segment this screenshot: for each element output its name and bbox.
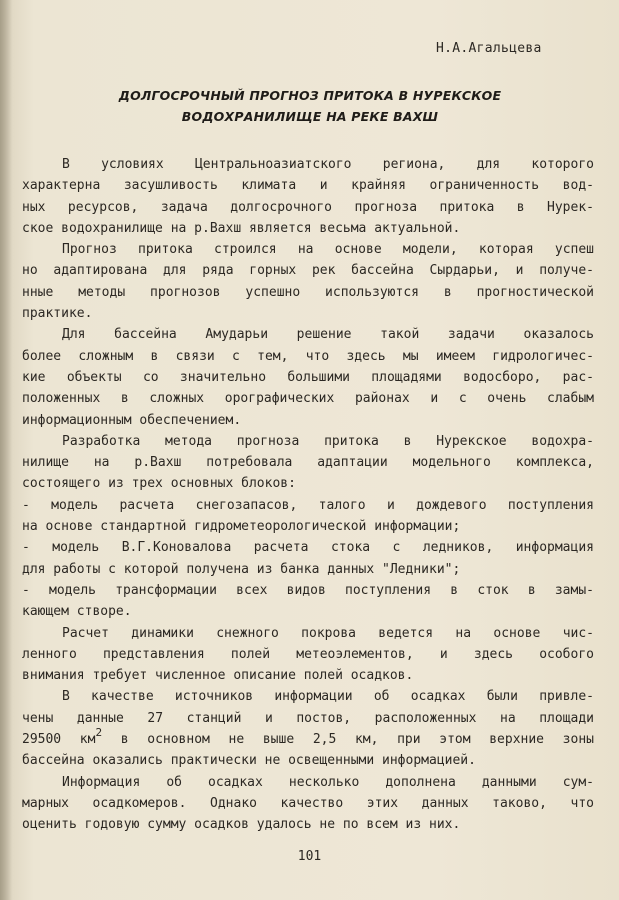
binding-shadow xyxy=(0,0,12,900)
text-line: внимания требует численное описание полей осадков. xyxy=(22,668,414,684)
text-line: марных осадкомеров. Однако качество этих данных таково, что xyxy=(22,795,594,811)
text-line: для работы с которой получена из банка данных "Ледники"; xyxy=(22,561,461,577)
text-line: Расчет динамики снежного покрова ведется на основе чис- xyxy=(62,625,594,641)
text-line: нные методы прогнозов успешно используются в прогностической xyxy=(22,284,594,300)
text-line: информационным обеспечением. xyxy=(22,412,242,428)
text-line: более сложным в связи с тем, что здесь мы имеем гидрологичес- xyxy=(22,348,594,364)
text-line: кающем створе. xyxy=(22,604,132,620)
list-item: - модель В.Г.Коновалова расчета стока с ледников, информация xyxy=(22,540,594,556)
text-line: на основе стандартной гидрометеорологической информации; xyxy=(22,519,461,535)
text-line: оценить годовую сумму осадков удалось не по всем из них. xyxy=(22,817,461,833)
text-line: характерна засушливость климата и крайняя ограниченность вод- xyxy=(22,178,594,194)
article-body xyxy=(22,154,594,836)
text-line: нилище на р.Вахш потребовала адаптации модельного комплекса, xyxy=(22,455,594,471)
text-line: В качестве источников информации об осадках были привле- xyxy=(62,689,594,705)
text-line: ское водохранилище на р.Вахш является весьма актуальной. xyxy=(22,220,461,236)
text-line-with-superscript xyxy=(22,726,594,750)
text-line: состоящего из трех основных блоков: xyxy=(22,476,296,492)
text-line: Прогноз притока строился на основе модели, которая успеш xyxy=(62,242,594,258)
text-line: Разработка метода прогноза притока в Нурекское водохра- xyxy=(62,433,594,449)
text-line: положенных в сложных орографических районах и с очень слабым xyxy=(22,391,594,407)
text-line-tail: в основном не выше 2,5 км, при этом верхние зоны xyxy=(120,732,594,748)
list-item: - модель трансформации всех видов поступления в сток в замы- xyxy=(22,582,594,598)
text-line: Информация об осадках несколько дополнена данными сум- xyxy=(62,774,594,790)
text-line: ных ресурсов, задача долгосрочного прогноза притока в Нурек- xyxy=(22,199,594,215)
text-line: кие объекты со значительно большими площадями водосборо, рас- xyxy=(22,369,594,385)
text-line: но адаптирована для ряда горных рек бассейна Сырдарьи, и получе- xyxy=(22,263,594,279)
author-name: Н.А.Агальцева xyxy=(436,41,542,56)
text-line: чены данные 27 станций и постов, расположенных на площади xyxy=(22,710,594,726)
page-number: 101 xyxy=(297,849,322,864)
list-item: - модель расчета снегозапасов, талого и дождевого поступления xyxy=(22,497,594,513)
article-title-line-2: ВОДОХРАНИЛИЩЕ НА РЕКЕ ВАХШ xyxy=(181,109,439,124)
article-title-line-1: ДОЛГОСРОЧНЫЙ ПРОГНОЗ ПРИТОКА В НУРЕКСКОЕ xyxy=(118,88,502,103)
text-line: практике. xyxy=(22,306,93,322)
text-line: бассейна оказались практически не освещенными информацией. xyxy=(22,753,476,769)
area-value: 29500 км xyxy=(22,732,96,748)
text-line: В условиях Центральноазиатского региона, для которого xyxy=(62,157,594,172)
superscript-two: 2 xyxy=(95,726,103,740)
text-line: Для бассейна Амударьи решение такой задачи оказалось xyxy=(62,327,594,343)
text-line: ленного представления полей метеоэлементов, и здесь особого xyxy=(22,646,594,662)
